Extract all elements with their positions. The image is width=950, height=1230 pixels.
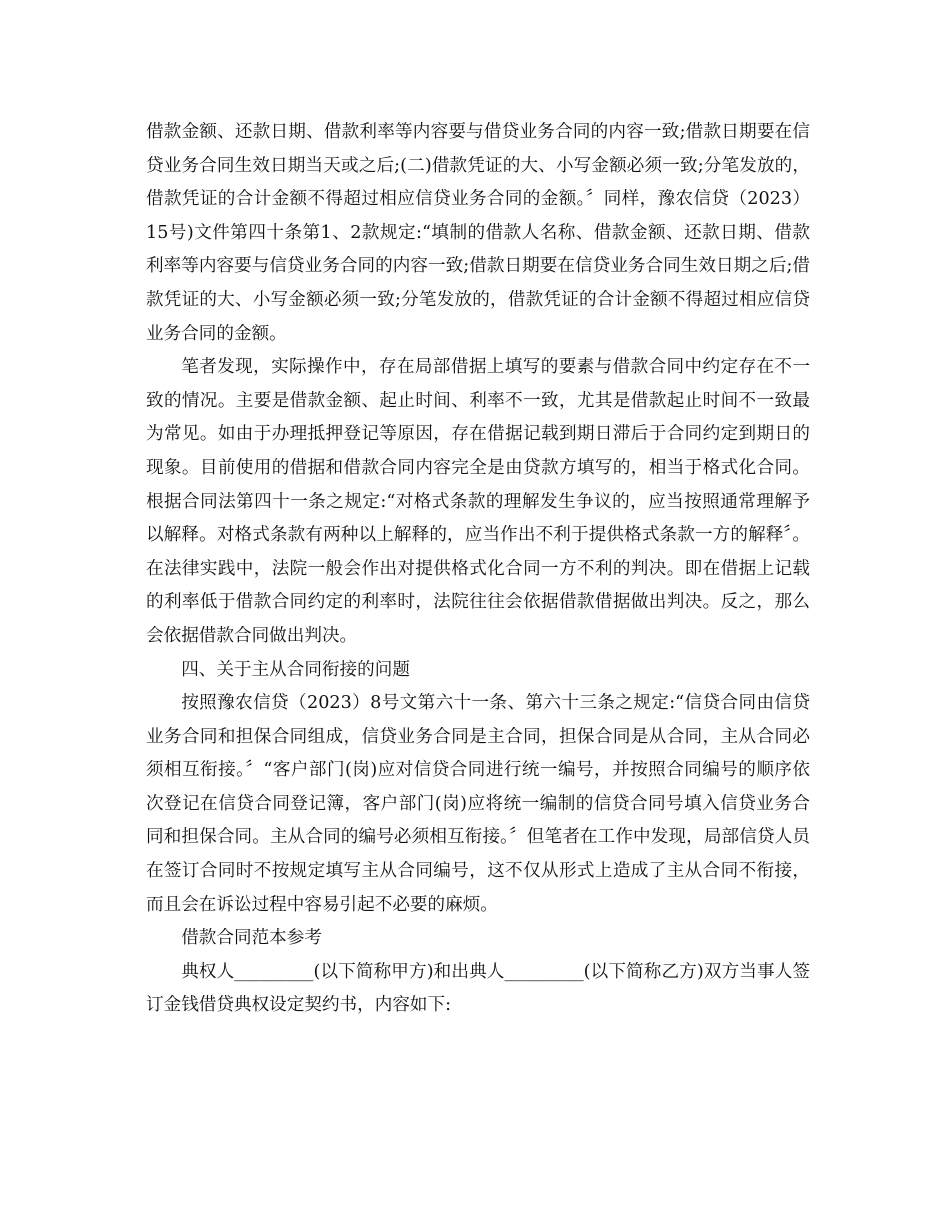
section-heading-sample-contract: 借款合同范本参考 — [181, 928, 322, 949]
paragraph-contract-numbering: 按照豫农信贷（2023）8号文第六十一条、第六十三条之规定:“信贷合同由信贷业务合同和担保合同组成，信贷业务合同是主合同，担保合同是从合同，主从合同必须相互衔接。〞“客户部门(岗)应对信贷合同进行统一编号，并按照合同编号的顺序依次登记在信贷合同登记簿，客户部门(岗)应将统一编制的信贷合同号填入信贷业务合同和担保合同。主从合同的编号必须相互衔接。〞但笔者在工作中发现，局部信贷人员在签订合同时不按规定填写主从合同编号，这不仅从形式上造成了主从合同不衔接，而且会在诉讼过程中容易引起不必要的麻烦。 — [146, 693, 810, 915]
paragraph-inconsistency-findings: 笔者发现，实际操作中，存在局部借据上填写的要素与借款合同中约定存在不一致的情况。主要是借款金额、起止时间、利率不一致，尤其是借款起止时间不一致最为常见。如由于办理抵押登记等原因，存在借据记载到期日滞后于合同约定到期日的现象。目前使用的借据和借款合同内容完全是由贷款方填写的，相当于格式化合同。根据合同法第四十一条之规定:“对格式条款的理解发生争议的，应当按照通常理解予以解释。对格式条款有两种以上解释的，应当作出不利于提供格式条款一方的解释〞。在法律实践中，法院一般会作出对提供格式化合同一方不利的判决。即在借据上记载的利率低于借款合同约定的利率时，法院往往会依据借款借据做出判决。反之，那么会依据借款合同做出判决。 — [146, 357, 810, 646]
paragraph-loan-voucher-rules: 借款金额、还款日期、借款利率等内容要与借贷业务合同的内容一致;借款日期要在信贷业务合同生效日期当天或之后;(二)借款凭证的大、小写金额必须一致;分笔发放的，借款凭证的合计金额不得超过相应信贷业务合同的金额。〞同样，豫农信贷（2023）15号)文件第四十条第1、2款规定:“填制的借款人名称、借款金额、还款日期、借款利率等内容要与信贷业务合同的内容一致;借款日期要在信贷业务合同生效日期之后;借款凭证的大、小写金额必须一致;分笔发放的，借款凭证的合计金额不得超过相应信贷业务合同的金额。 — [146, 122, 810, 344]
paragraph-pawn-parties: 典权人_________(以下简称甲方)和出典人_________(以下简称乙方)双方当事人签订金钱借贷典权设定契约书，内容如下: — [146, 961, 810, 1016]
section-heading-contract-linkage: 四、关于主从合同衔接的问题 — [181, 659, 410, 680]
document-page — [146, 116, 810, 1023]
